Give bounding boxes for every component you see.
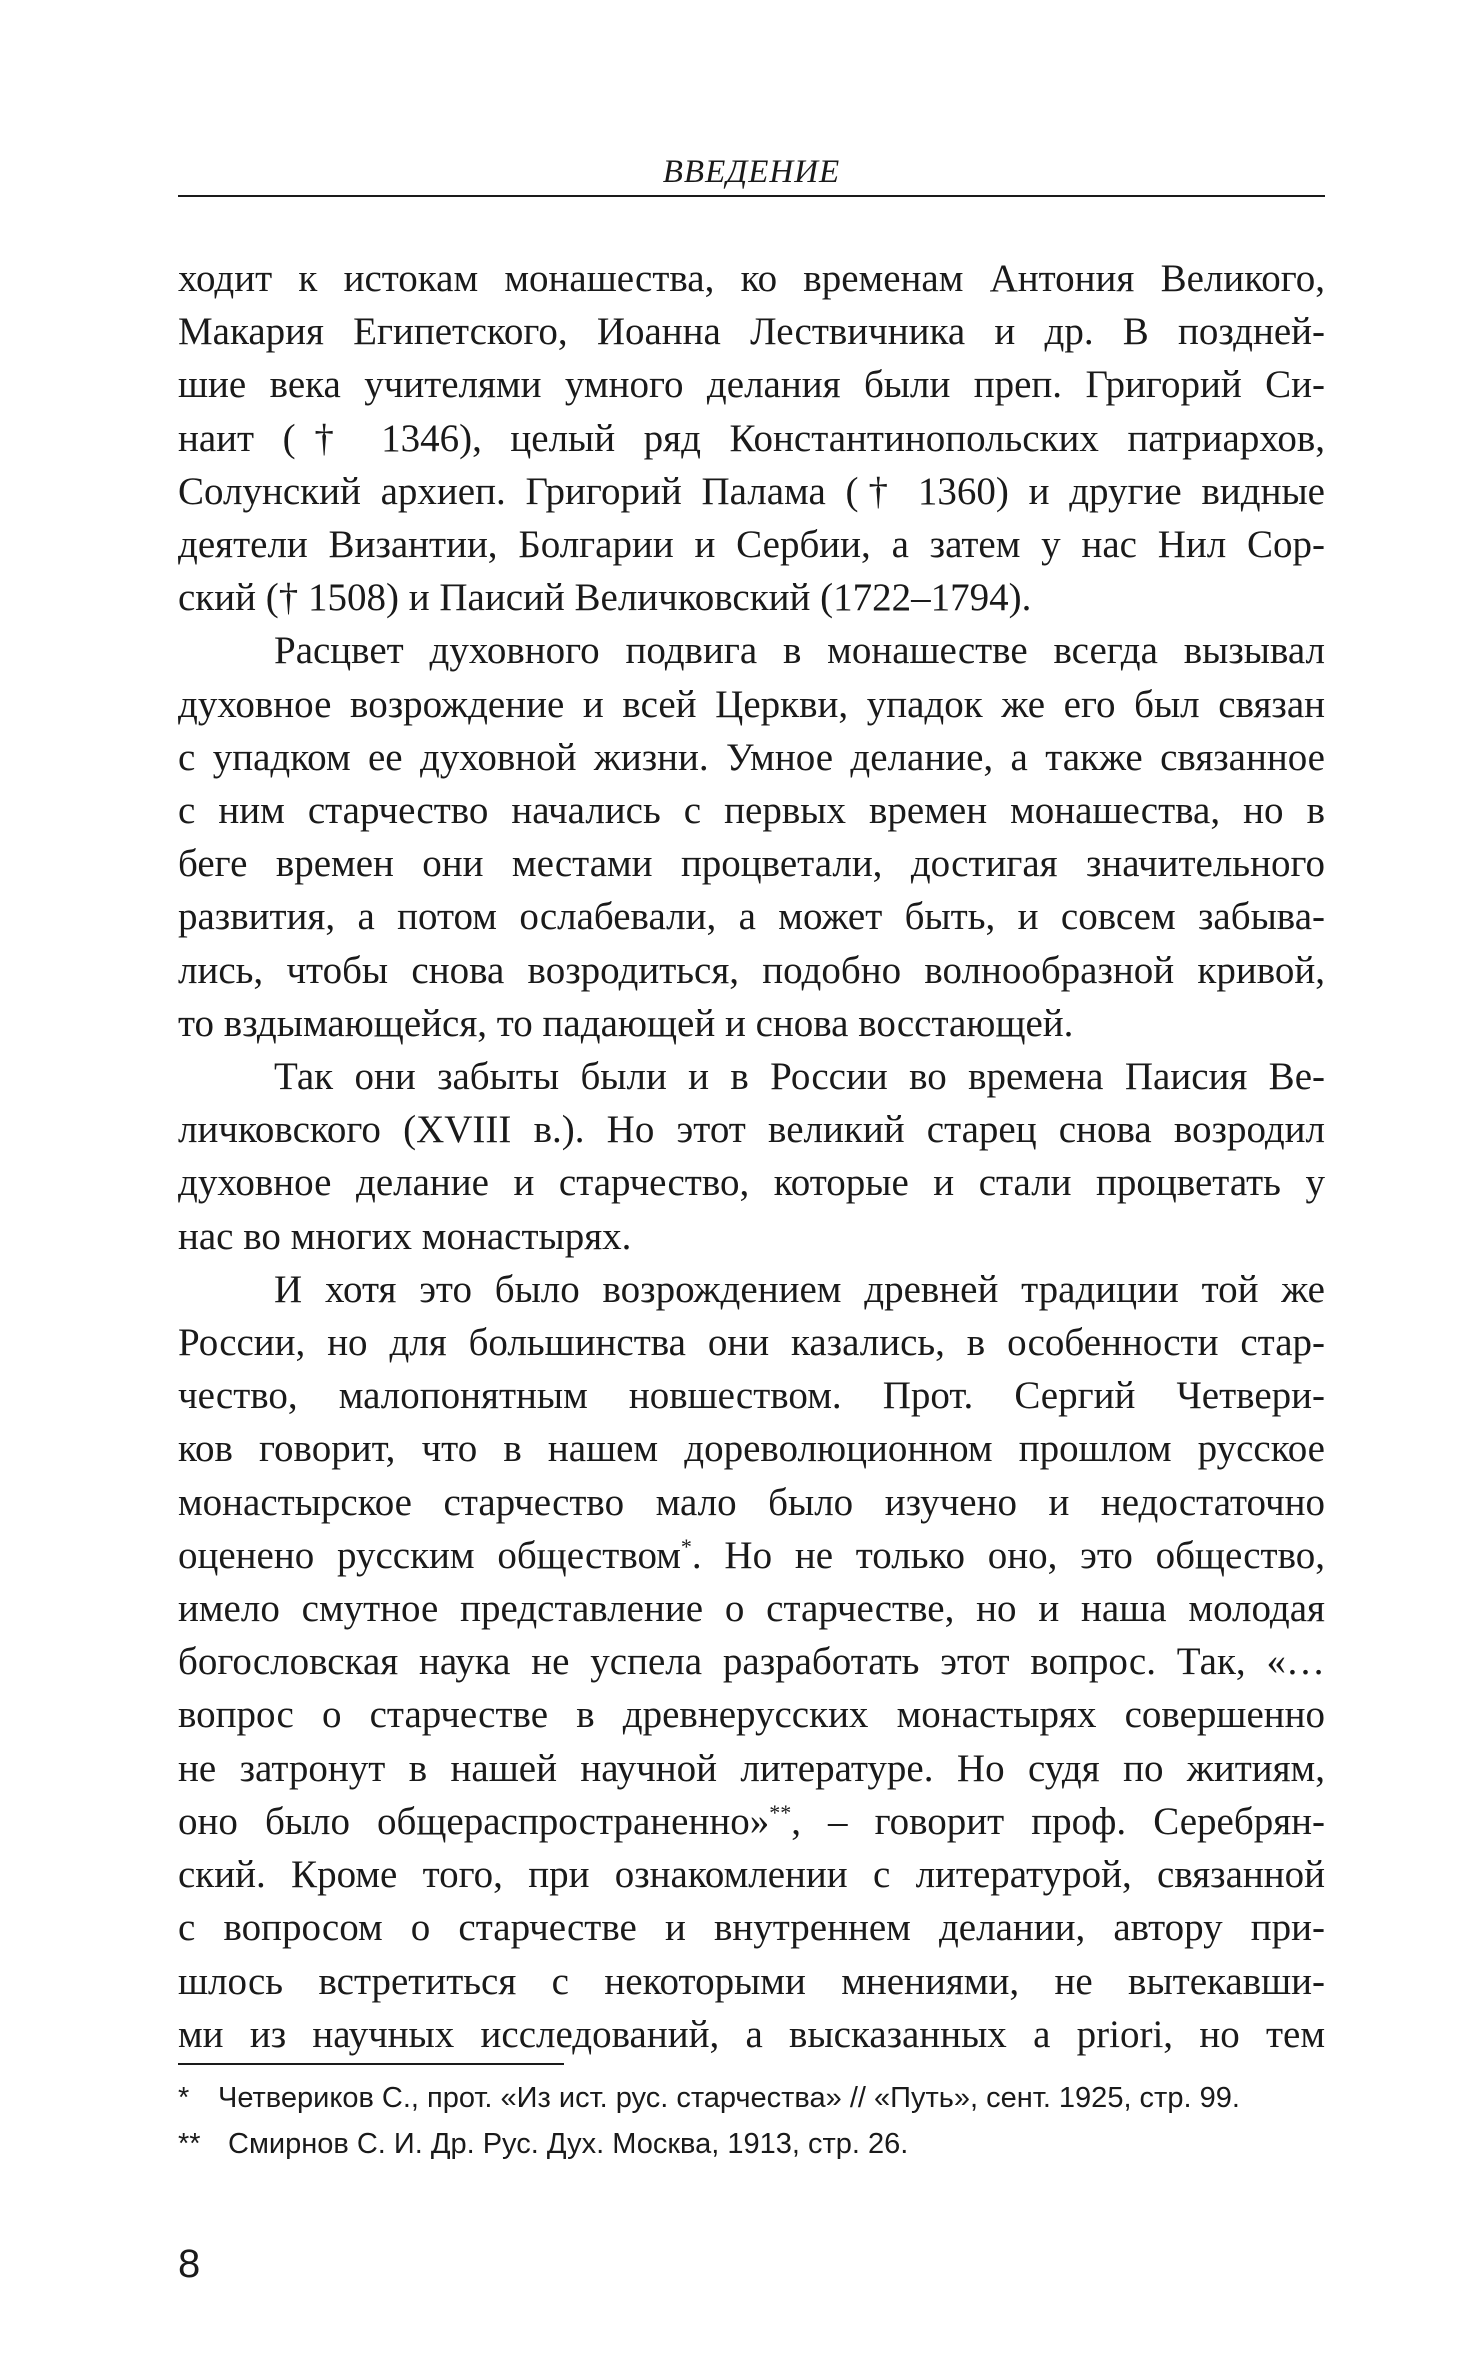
footnotes <box>178 2075 1325 2167</box>
text-line: ми из научных исследований, а высказанных a priori, но тем <box>178 2012 1325 2056</box>
text-line: с вопросом о старчестве и внутреннем делании, автору при- <box>178 1906 1325 1950</box>
paragraph-4 <box>178 1263 1325 2061</box>
text-line: Расцвет духовного подвига в монашестве всегда вызывал <box>274 629 1325 673</box>
text-line: шие века учителями умного делания были преп. Григорий Си- <box>178 363 1325 407</box>
text-line: не затронут в нашей научной литературе. Но судя по житиям, <box>178 1746 1325 1790</box>
text-line: лись, чтобы снова возродиться, подобно волнообразной кривой, <box>178 948 1325 992</box>
paragraph-3 <box>178 1050 1325 1263</box>
text-line: Макария Египетского, Иоанна Лествичника и др. В поздней- <box>178 310 1325 354</box>
text-line: деятели Византии, Болгарии и Сербии, а затем у нас Нил Сор- <box>178 523 1325 567</box>
text-line: личковского (XVIII в.). Но этот великий старец снова возродил <box>178 1108 1325 1152</box>
footnote-2 <box>178 2121 1325 2167</box>
text-line: монастырское старчество мало было изучено и недостаточно <box>178 1480 1325 1524</box>
text-line: развития, а потом ослабевали, а может быть, и совсем забыва- <box>178 895 1325 939</box>
text-line: ходит к истокам монашества, ко временам Антония Великого, <box>178 257 1325 300</box>
header-rule <box>178 195 1325 197</box>
text-line: вопрос о старчестве в древнерусских монастырях совершенно <box>178 1693 1325 1737</box>
text-line: имело смутное представление о старчестве, но и наша молодая <box>178 1587 1325 1631</box>
text-line <box>178 1795 1325 1848</box>
text-line: духовное возрождение и всей Церкви, упадок же его был связан <box>178 682 1325 726</box>
text-line: наит († 1346), целый ряд Константинопольских патриархов, <box>178 416 1325 460</box>
footnote-text: Смирнов С. И. Др. Рус. Дух. Москва, 1913, стр. 26. <box>228 2128 909 2160</box>
text-line: ков говорит, что в нашем дореволюционном прошлом русское <box>178 1427 1325 1471</box>
running-head: ВВЕДЕНИЕ <box>662 154 841 190</box>
main-text <box>178 252 1325 2061</box>
text-line: России, но для большинства они казались, в особенности стар- <box>178 1321 1325 1365</box>
footnote-1 <box>178 2075 1325 2121</box>
page-number: 8 <box>178 2242 201 2286</box>
text-segment: . Но не только оно, это общество, <box>691 1533 1325 1577</box>
text-line: ский. Кроме того, при ознакомлении с литературой, связанной <box>178 1853 1325 1897</box>
text-line: чество, малопонятным новшеством. Прот. Сергий Четвери- <box>178 1374 1325 1418</box>
text-segment: , – говорит проф. Серебрян- <box>791 1799 1325 1843</box>
paragraph-2 <box>178 624 1325 1050</box>
text-line: нас во многих монастырях. <box>178 1214 632 1258</box>
text-line <box>178 1529 1325 1582</box>
paragraph-1 <box>178 252 1325 624</box>
footnote-ref-2[interactable]: ** <box>769 1799 792 1825</box>
text-segment: оно было общераспространенно» <box>178 1799 770 1843</box>
footnote-mark: ** <box>178 2128 201 2160</box>
text-line: с ним старчество начались с первых времен монашества, но в <box>178 789 1325 833</box>
text-line: ский († 1508) и Паисий Величковский (1722–1794). <box>178 576 1032 620</box>
text-line: Так они забыты были и в России во времена Паисия Ве- <box>274 1055 1325 1099</box>
footnote-ref-1[interactable]: * <box>680 1533 692 1559</box>
text-line: беге времен они местами процветали, достигая значительного <box>178 842 1325 886</box>
footnote-mark: * <box>178 2082 190 2114</box>
footnote-text: Четвериков С., прот. «Из ист. рус. старчества» // «Путь», сент. 1925, стр. 99. <box>218 2082 1240 2114</box>
text-line: то вздымающейся, то падающей и снова восстающей. <box>178 1001 1074 1045</box>
text-line: шлось встретиться с некоторыми мнениями, не вытекавши- <box>178 1959 1325 2003</box>
text-line: с упадком ее духовной жизни. Умное делание, а также связанное <box>178 735 1325 779</box>
text-line: Солунский архиеп. Григорий Палама († 1360) и другие видные <box>178 469 1325 513</box>
text-line: И хотя это было возрождением древней традиции той же <box>274 1267 1325 1311</box>
footnote-rule <box>178 2063 564 2065</box>
text-segment: оценено русским обществом <box>178 1533 681 1577</box>
text-line: богословская наука не успела разработать этот вопрос. Так, «… <box>178 1640 1325 1684</box>
text-line: духовное делание и старчество, которые и стали процветать у <box>178 1161 1325 1205</box>
